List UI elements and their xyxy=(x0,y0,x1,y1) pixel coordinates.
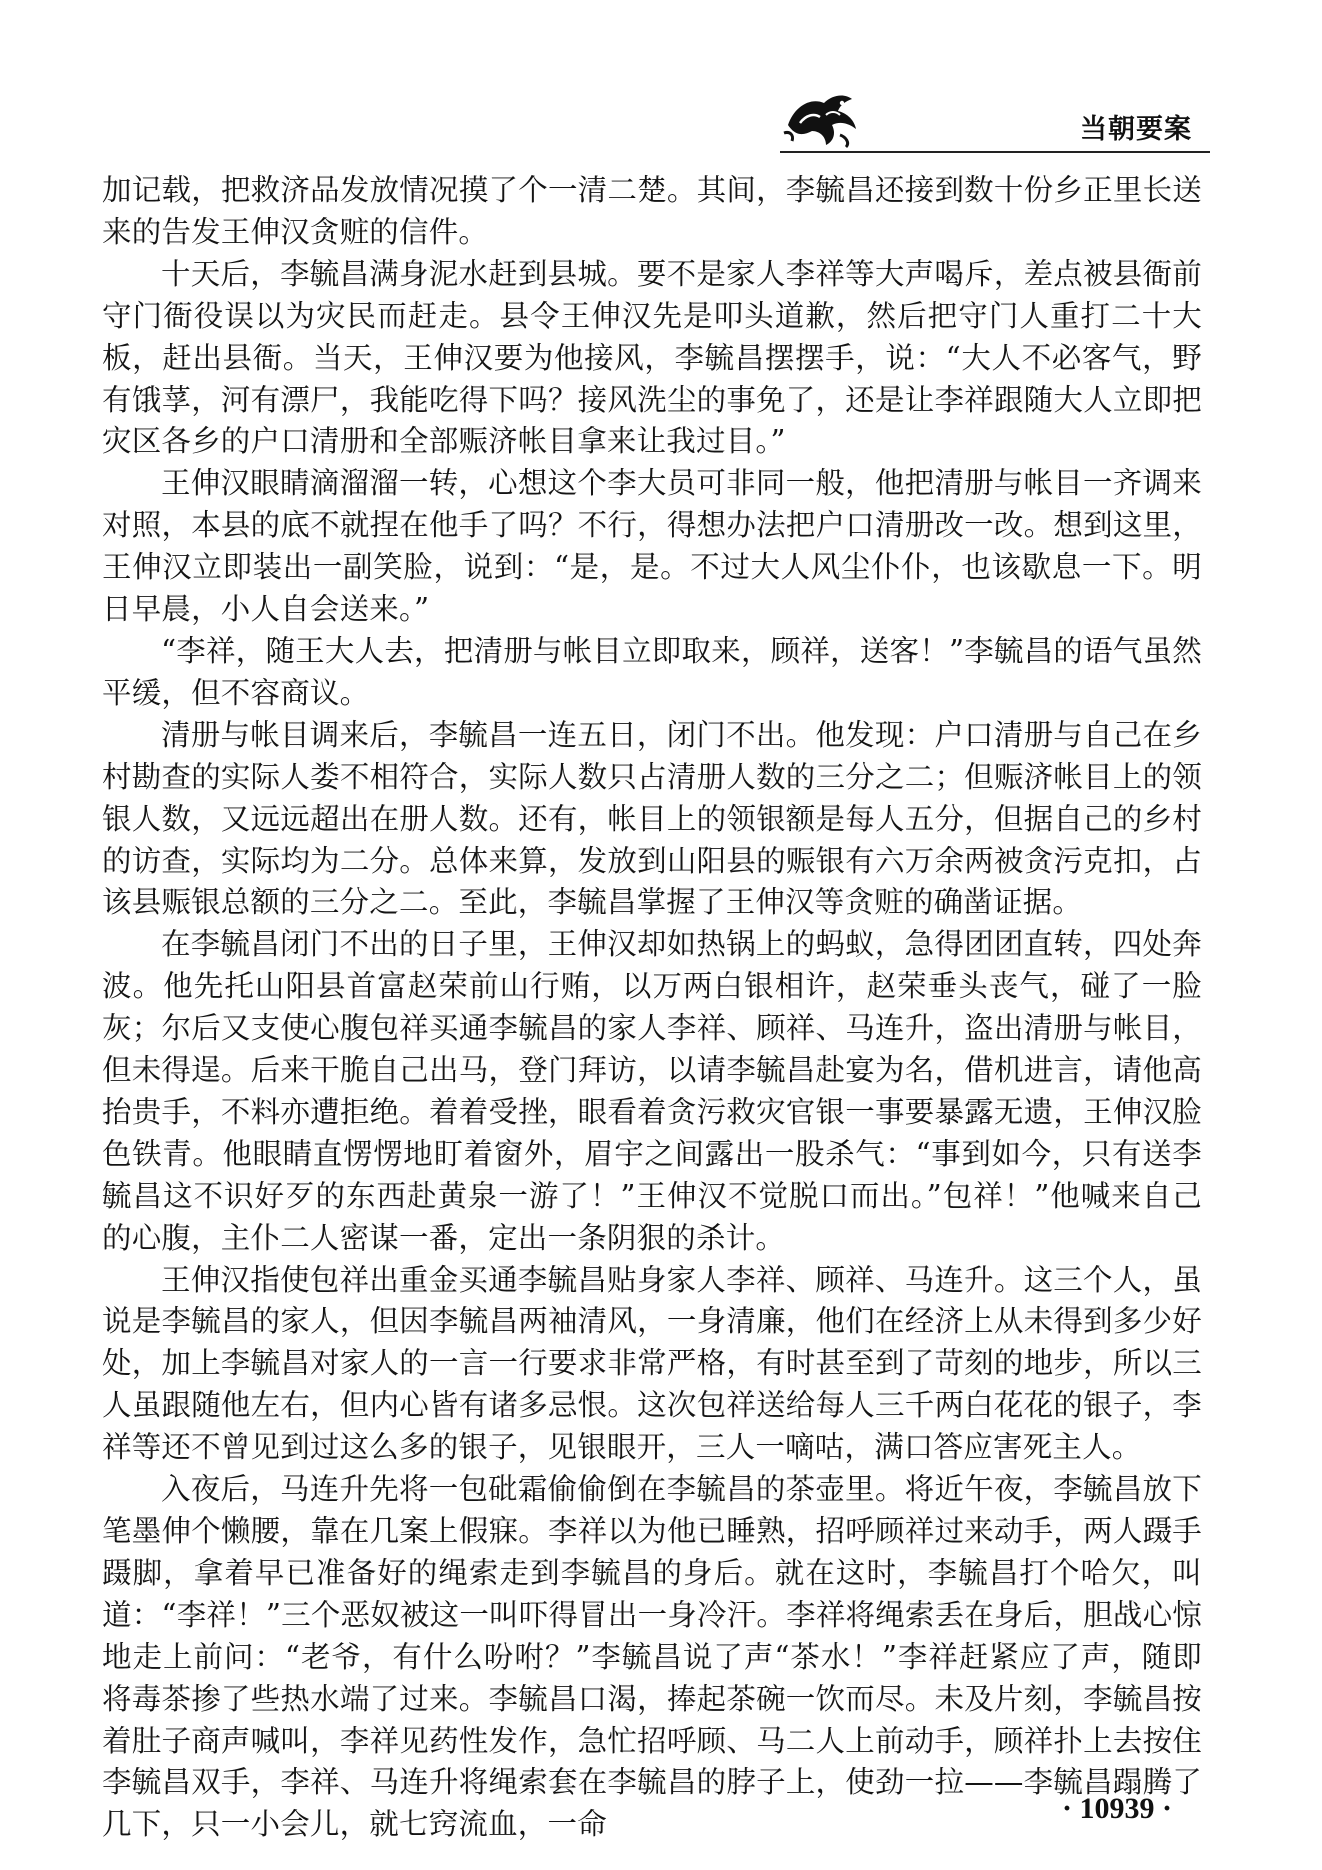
paragraph: 加记载，把救济品发放情况摸了个一清二楚。其间，李毓昌还接到数十份乡正里长送来的告发王伸汉贪赃的信件。 xyxy=(102,173,1202,249)
paragraph: 清册与帐目调来后，李毓昌一连五日，闭门不出。他发现：户口清册与自己在乡村勘查的实际人娄不相符合，实际人数只占清册人数的三分之二；但赈济帐目上的领银人数，又远远超出在册人数。还有，帐目上的领银额是每人五分，但据自己的乡村的访查，实际均为二分。总体来算，发放到山阳县的赈银有六万余两被贪污克扣，占该县赈银总额的三分之二。至此，李毓昌掌握了王伸汉等贪赃的确凿证据。 xyxy=(102,717,1202,920)
paragraph: “李祥，随王大人去，把清册与帐目立即取来，顾祥，送客！”李毓昌的语气虽然平缓，但不容商议。 xyxy=(102,633,1202,710)
paragraph: 在李毓昌闭门不出的日子里，王伸汉却如热锅上的蚂蚁，急得团团直转，四处奔波。他先托山阳县首富赵荣前山行贿，以万两白银相许，赵荣垂头丧气，碰了一脸灰；尔后又支使心腹包祥买通李毓昌的家人李祥、顾祥、马连升，盗出清册与帐目，但未得逞。后来干脆自己出马，登门拜访，以请李毓昌赴宴为名，借机进言，请他高抬贵手，不料亦遭拒绝。着着受挫，眼看着贪污救灾官银一事要暴露无遗，王伸汉脸色铁青。他眼睛直愣愣地盯着窗外，眉宇之间露出一股杀气：“事到如今，只有送李毓昌这不识好歹的东西赴黄泉一游了！”王伸汉不觉脱口而出。”包祥！”他喊来自己的心腹，主仆二人密谋一番，定出一条阴狠的杀计。 xyxy=(102,927,1202,1255)
paragraph: 王伸汉眼睛滴溜溜一转，心想这个李大员可非同一般，他把清册与帐目一齐调来对照，本县的底不就捏在他手了吗？不行，得想办法把户口清册改一改。想到这里，王伸汉立即装出一副笑脸，说到：“是，是。不过大人风尘仆仆，也该歇息一下。明日早晨，小人自会送来。” xyxy=(102,466,1202,627)
page-number: · 10939 · xyxy=(1061,1792,1172,1825)
paragraph: 十天后，李毓昌满身泥水赶到县城。要不是家人李祥等大声喝斥，差点被县衙前守门衙役误以为灾民而赶走。县令王伸汉先是叩头道歉，然后把守门人重打二十大板，赶出县衙。当天，王伸汉要为他接风，李毓昌摆摆手，说：“大人不必客气，野有饿莩，河有漂尸，我能吃得下吗？接风洗尘的事免了，还是让李祥跟随大人立即把灾区各乡的户口清册和全部赈济帐目拿来让我过目。” xyxy=(102,256,1202,459)
running-header xyxy=(780,85,1210,155)
body-text xyxy=(102,170,1202,1846)
paragraph: 入夜后，马连升先将一包砒霜偷偷倒在李毓昌的茶壶里。将近午夜，李毓昌放下笔墨伸个懒腰，靠在几案上假寐。李祥以为他已睡熟，招呼顾祥过来动手，两人蹑手蹑脚，拿着早已准备好的绳索走到李毓昌的身后。就在这时，李毓昌打个哈欠，叫道：“李祥！”三个恶奴被这一叫吓得冒出一身冷汗。李祥将绳索丢在身后，胆战心惊地走上前问：“老爷，有什么吩咐？”李毓昌说了声“茶水！”李祥赶紧应了声，随即将毒茶掺了些热水端了过来。李毓昌口渴，捧起茶碗一饮而尽。未及片刻，李毓昌按着肚子商声喊叫，李祥见药性发作，急忙招呼顾、马二人上前动手，顾祥扑上去按住李毓昌双手，李祥、马连升将绳索套在李毓昌的脖子上，使劲一拉——李毓昌蹋腾了几下，只一小会儿，就七窍流血，一命 xyxy=(102,1472,1202,1842)
header-title: 当朝要案 xyxy=(1080,114,1192,145)
header-rule xyxy=(780,151,1210,153)
paragraph: 王伸汉指使包祥出重金买通李毓昌贴身家人李祥、顾祥、马连升。这三个人，虽说是李毓昌的家人，但因李毓昌两袖清风，一身清廉，他们在经济上从未得到多少好处，加上李毓昌对家人的一言一行要求非常严格，有时甚至到了苛刻的地步，所以三人虽跟随他左右，但内心皆有诸多忌恨。这次包祥送给每人三千两白花花的银子，李祥等还不曾见到过这么多的银子，见银眼开，三人一嘀咕，满口答应害死主人。 xyxy=(102,1262,1202,1465)
dragon-emblem-icon xyxy=(780,85,862,151)
